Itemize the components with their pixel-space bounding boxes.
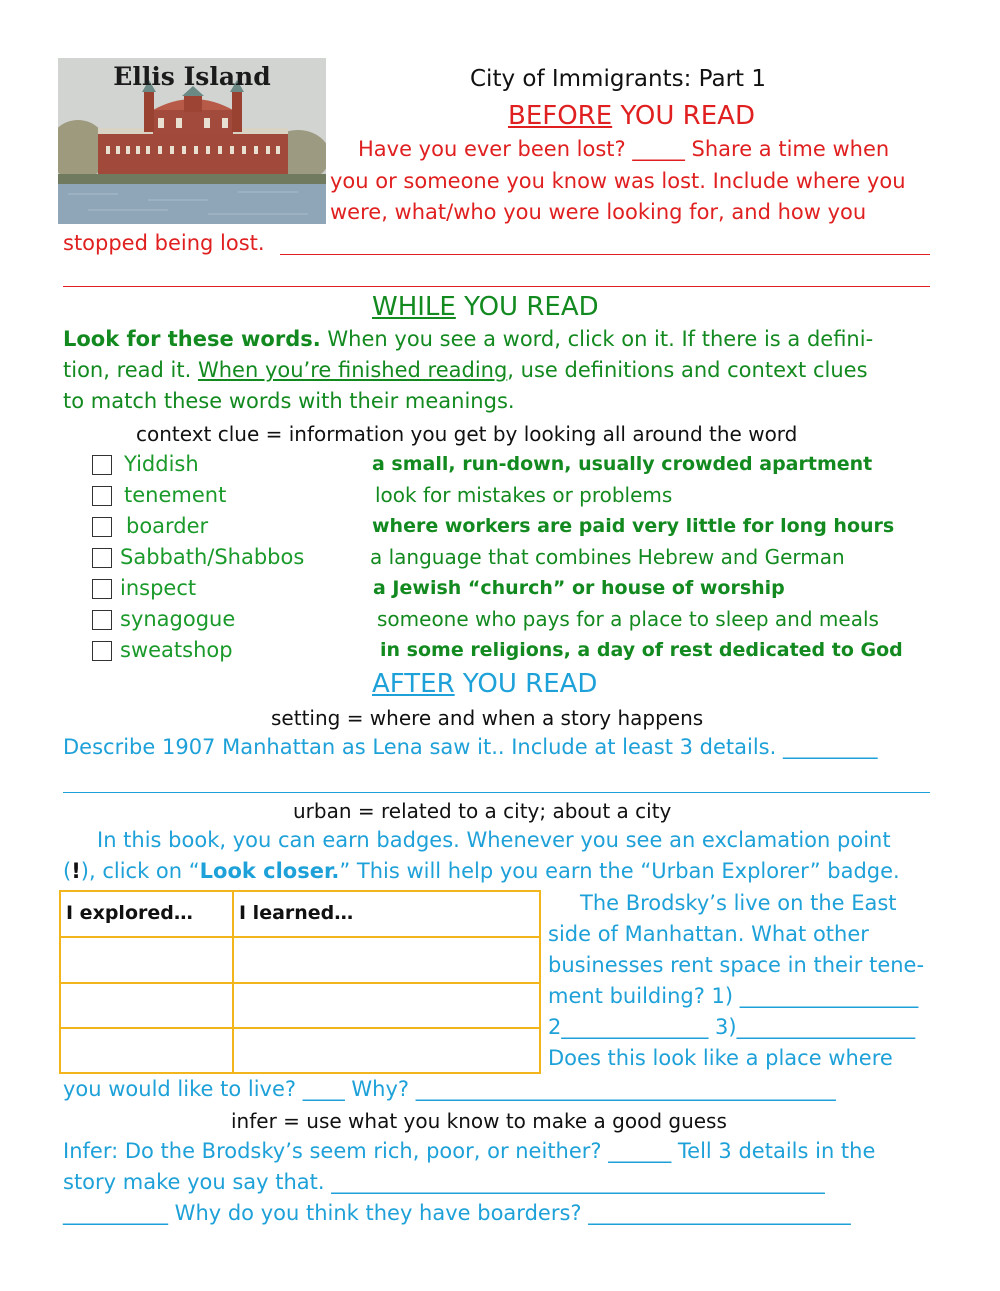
after-heading bbox=[372, 669, 597, 699]
vocab-word: boarder bbox=[126, 514, 209, 538]
table-cell[interactable] bbox=[234, 1029, 539, 1072]
brodsky-line-2: side of Manhattan. What other bbox=[548, 922, 869, 946]
before-line-3: were, what/who you were looking for, and how you bbox=[330, 200, 867, 224]
table-header-learned: I learned… bbox=[239, 902, 354, 924]
before-line-1: Have you ever been lost? _____ Share a time when bbox=[358, 137, 890, 161]
table-cell[interactable] bbox=[61, 1029, 232, 1072]
badges-text-b: ” This will help you earn the “Urban Explorer” badge. bbox=[339, 859, 900, 883]
look-closer-link[interactable]: Look closer. bbox=[199, 859, 340, 883]
explorer-table bbox=[59, 890, 541, 1074]
brodsky-line-6: Does this look like a place where bbox=[548, 1046, 893, 1070]
context-clue-definition: context clue = information you get by looking all around the word bbox=[136, 422, 798, 446]
badges-line-1: In this book, you can earn badges. Whenever you see an exclamation point bbox=[97, 828, 891, 852]
vocab-word: Yiddish bbox=[124, 452, 199, 476]
word-checkbox[interactable] bbox=[92, 517, 112, 537]
photo-caption: Ellis Island bbox=[113, 62, 271, 91]
brodsky-line-5: 2______________ 3)_________________ bbox=[548, 1015, 916, 1039]
vocab-meaning: look for mistakes or problems bbox=[375, 483, 673, 507]
word-checkbox[interactable] bbox=[92, 486, 112, 506]
infer-definition: infer = use what you know to make a good guess bbox=[231, 1109, 727, 1133]
infer-line-1: Infer: Do the Brodsky’s seem rich, poor, or neither? ______ Tell 3 details in the bbox=[63, 1139, 876, 1163]
vocab-meaning: a small, run-down, usually crowded apartment bbox=[372, 453, 873, 475]
infer-line-3: __________ Why do you think they have boarders? _________________________ bbox=[63, 1201, 851, 1225]
exclamation-icon: ! bbox=[71, 859, 81, 883]
table-cell[interactable] bbox=[61, 938, 232, 982]
vocab-meaning: in some religions, a day of rest dedicated to God bbox=[380, 639, 903, 661]
vocab-meaning: someone who pays for a place to sleep and meals bbox=[377, 607, 879, 631]
while-heading bbox=[372, 292, 599, 322]
setting-definition: setting = where and when a story happens bbox=[271, 706, 704, 730]
vocab-meaning: a Jewish “church” or house of worship bbox=[373, 577, 785, 599]
while-para-line-2-b: , use definitions and context clues bbox=[507, 358, 868, 382]
vocab-word: tenement bbox=[124, 483, 227, 507]
while-para-line-2 bbox=[63, 358, 868, 382]
infer-line-2: story make you say that. _______________________________________________ bbox=[63, 1170, 825, 1194]
vocab-word: Sabbath/Shabbos bbox=[120, 545, 305, 569]
word-checkbox[interactable] bbox=[92, 579, 112, 599]
table-header-explored: I explored… bbox=[66, 902, 193, 924]
after-heading-rest: YOU READ bbox=[454, 669, 598, 699]
vocab-word: inspect bbox=[120, 576, 197, 600]
brodsky-line-4: ment building? 1) _________________ bbox=[548, 984, 919, 1008]
describe-answer-line[interactable] bbox=[63, 792, 930, 793]
brodsky-line-3: businesses rent space in their tene- bbox=[548, 953, 925, 977]
vocab-word: sweatshop bbox=[120, 638, 233, 662]
badges-text-a: ), click on “ bbox=[80, 859, 200, 883]
brodsky-line-1: The Brodsky’s live on the East bbox=[580, 891, 897, 915]
urban-definition: urban = related to a city; about a city bbox=[293, 799, 672, 823]
before-answer-line-2[interactable] bbox=[63, 286, 930, 287]
vocab-word: synagogue bbox=[120, 607, 236, 631]
while-para-line-2-a: tion, read it. bbox=[63, 358, 198, 382]
badges-line-2 bbox=[63, 859, 900, 883]
word-checkbox[interactable] bbox=[92, 641, 112, 661]
describe-prompt: Describe 1907 Manhattan as Lena saw it.. Include at least 3 details. _________ bbox=[63, 735, 878, 759]
while-heading-rest: YOU READ bbox=[455, 292, 599, 322]
after-heading-underlined: AFTER bbox=[372, 669, 455, 699]
live-question: you would like to live? ____ Why? ________________________________________ bbox=[63, 1077, 836, 1101]
while-para-line-1-rest: When you see a word, click on it. If there is a defini- bbox=[320, 327, 874, 351]
while-para-line-1 bbox=[63, 327, 873, 351]
table-cell[interactable] bbox=[234, 938, 539, 982]
vocab-meaning: a language that combines Hebrew and German bbox=[370, 545, 845, 569]
before-answer-line-1[interactable] bbox=[280, 254, 930, 255]
word-checkbox[interactable] bbox=[92, 610, 112, 630]
badges-paren-open: ( bbox=[63, 859, 72, 883]
before-line-4: stopped being lost. bbox=[63, 231, 265, 255]
table-cell[interactable] bbox=[61, 984, 232, 1027]
worksheet-title: City of Immigrants: Part 1 bbox=[470, 66, 766, 92]
while-heading-underlined: WHILE bbox=[372, 292, 456, 322]
before-heading-rest: YOU READ bbox=[612, 101, 755, 131]
while-para-line-3: to match these words with their meanings. bbox=[63, 389, 515, 413]
before-heading bbox=[508, 101, 755, 131]
before-line-2: you or someone you know was lost. Include where you bbox=[330, 169, 906, 193]
before-heading-underlined: BEFORE bbox=[508, 101, 613, 131]
ellis-island-photo bbox=[58, 58, 326, 224]
vocab-meaning: where workers are paid very little for long hours bbox=[372, 515, 895, 537]
word-checkbox[interactable] bbox=[92, 548, 112, 568]
look-for-words: Look for these words. bbox=[63, 327, 321, 351]
finished-reading: When you’re finished reading bbox=[197, 358, 508, 382]
word-checkbox[interactable] bbox=[92, 455, 112, 475]
table-cell[interactable] bbox=[234, 984, 539, 1027]
